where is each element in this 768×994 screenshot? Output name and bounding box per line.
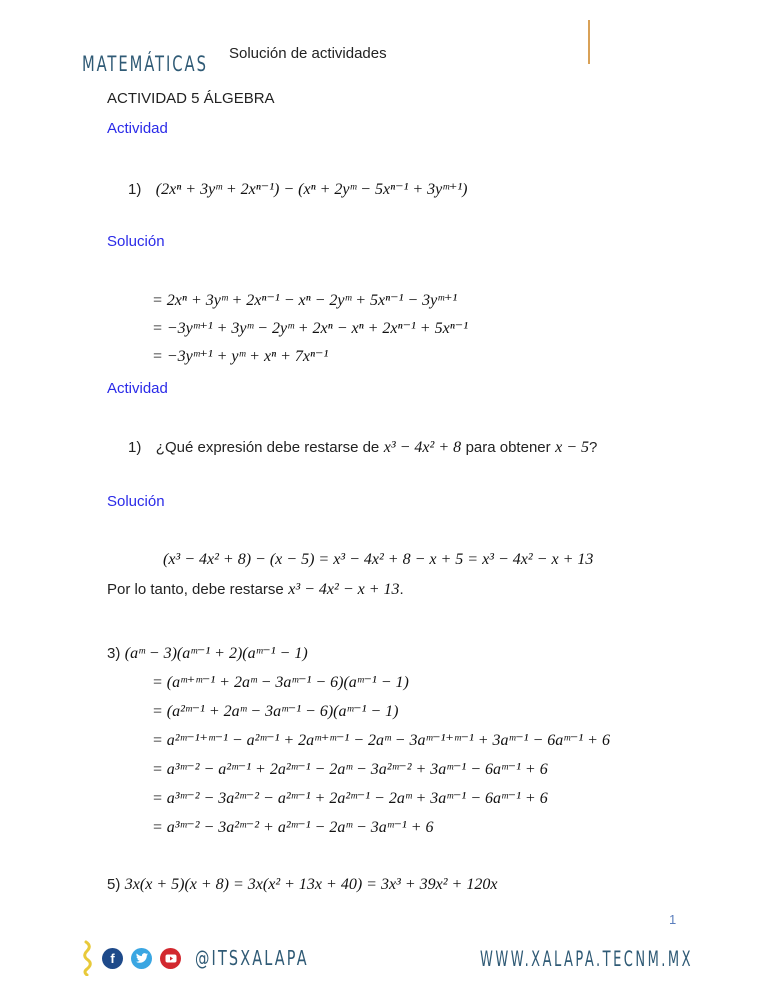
punctuation: . [399, 581, 404, 598]
problem-5 [107, 876, 497, 894]
page-heading: ACTIVIDAD 5 ÁLGEBRA [107, 90, 275, 107]
solution-step: = (a²ᵐ⁻¹ + 2aᵐ − 3aᵐ⁻¹ − 6)(aᵐ⁻¹ − 1) [152, 703, 399, 720]
problem-expression: (2xⁿ + 3yᵐ + 2xⁿ⁻¹) − (xⁿ + 2yᵐ − 5xⁿ⁻¹ + 3yᵐ⁺¹) [155, 181, 468, 198]
problem-expression: x³ − 4x² + 8 [383, 439, 462, 456]
problem-number: 1) [128, 181, 142, 198]
header-title: Solución de actividades [229, 45, 387, 62]
website-link[interactable]: WWW.XALAPA.TECNM.MX [480, 947, 694, 971]
problem-1 [128, 179, 468, 199]
conclusion-expression: x³ − 4x² − x + 13 [288, 581, 400, 598]
solution-step: = a³ᵐ⁻² − 3a²ᵐ⁻² − a²ᵐ⁻¹ + 2a²ᵐ⁻¹ − 2aᵐ + 3aᵐ⁻¹ − 6aᵐ⁻¹ + 6 [152, 790, 548, 807]
logo-matematicas: MATEMÁTICAS [82, 52, 208, 76]
solution-step: = 2xⁿ + 3yᵐ + 2xⁿ⁻¹ − xⁿ − 2yᵐ + 5xⁿ⁻¹ − 3yᵐ⁺¹ [152, 292, 458, 309]
solution-step: = (aᵐ⁺ᵐ⁻¹ + 2aᵐ − 3aᵐ⁻¹ − 6)(aᵐ⁻¹ − 1) [152, 674, 409, 691]
problem-equation: 3x(x + 5)(x + 8) = 3x(x² + 13x + 40) = 3x³ + 39x² + 120x [124, 876, 498, 893]
twitter-icon[interactable] [131, 948, 152, 969]
activity-label-2: Actividad [107, 380, 168, 397]
solution-label-1: Solución [107, 233, 165, 250]
problem-expression: (aᵐ − 3)(aᵐ⁻¹ + 2)(aᵐ⁻¹ − 1) [124, 645, 308, 662]
youtube-icon[interactable] [160, 948, 181, 969]
footer-social [82, 940, 353, 976]
solution-equation: (x³ − 4x² + 8) − (x − 5) = x³ − 4x² + 8 − x + 5 = x³ − 4x² − x + 13 [163, 551, 594, 568]
solution-step: = a²ᵐ⁻¹⁺ᵐ⁻¹ − a²ᵐ⁻¹ + 2aᵐ⁺ᵐ⁻¹ − 2aᵐ − 3aᵐ⁻¹⁺ᵐ⁻¹ + 3aᵐ⁻¹ − 6aᵐ⁻¹ + 6 [152, 732, 610, 749]
header-divider [588, 20, 590, 64]
solution-step: = −3yᵐ⁺¹ + yᵐ + xⁿ + 7xⁿ⁻¹ [152, 348, 329, 365]
problem-number: 3) [107, 645, 121, 662]
social-handle[interactable]: @ITSXALAPA [195, 946, 309, 970]
problem-number: 5) [107, 876, 121, 893]
solution-step: = −3yᵐ⁺¹ + 3yᵐ − 2yᵐ + 2xⁿ − xⁿ + 2xⁿ⁻¹ + 5xⁿ⁻¹ [152, 320, 468, 337]
problem-text: para obtener [465, 439, 551, 456]
problem-2 [128, 439, 597, 457]
facebook-icon[interactable]: f [102, 948, 123, 969]
conclusion-text: Por lo tanto, debe restarse [107, 581, 284, 598]
problem-number: 1) [128, 439, 142, 456]
conclusion [107, 581, 404, 599]
solution-step: = a³ᵐ⁻² − 3a²ᵐ⁻² + a²ᵐ⁻¹ − 2aᵐ − 3aᵐ⁻¹ + 6 [152, 819, 434, 836]
page-number: 1 [669, 912, 677, 927]
solution-label-2: Solución [107, 493, 165, 510]
problem-expression: x − 5 [555, 439, 589, 456]
activity-label-1: Actividad [107, 120, 168, 137]
problem-text: ¿Qué expresión debe restarse de [155, 439, 380, 456]
punctuation: ? [589, 439, 598, 456]
problem-3 [107, 643, 308, 663]
squiggle-decoration-icon [82, 940, 94, 976]
solution-step: = a³ᵐ⁻² − a²ᵐ⁻¹ + 2a²ᵐ⁻¹ − 2aᵐ − 3a²ᵐ⁻² + 3aᵐ⁻¹ − 6aᵐ⁻¹ + 6 [152, 761, 548, 778]
